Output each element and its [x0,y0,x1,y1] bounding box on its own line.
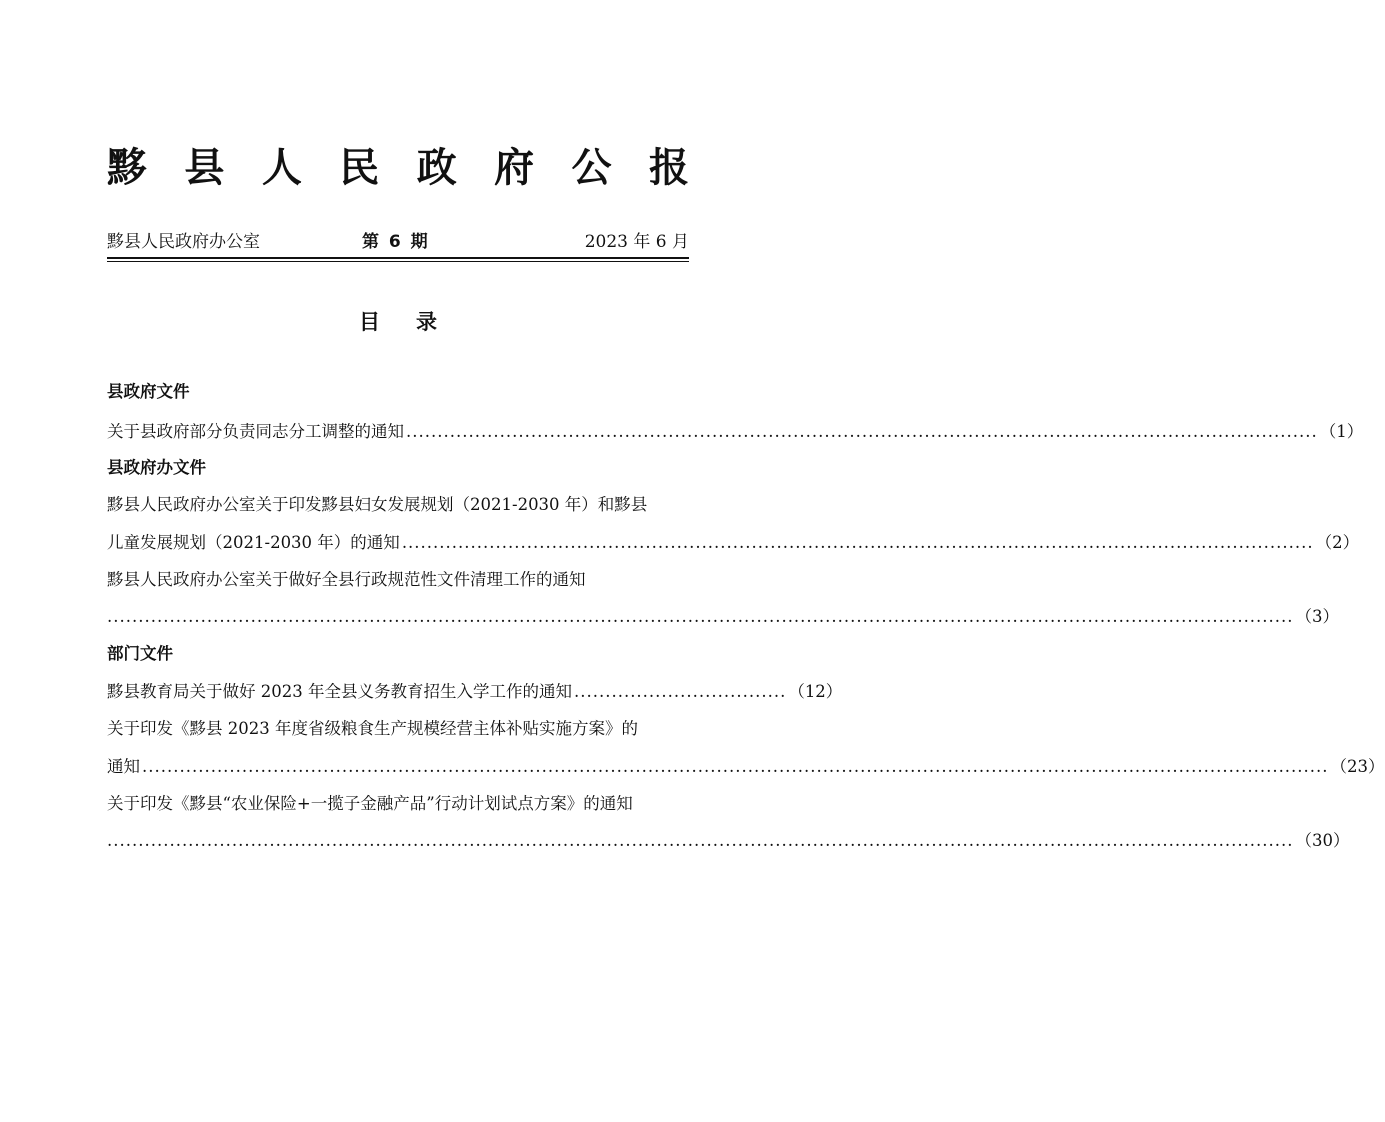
toc-entry-title-continued: 通知 [107,757,140,776]
toc-entry-line[interactable] [107,792,689,816]
toc-entry-title: 黟县人民政府办公室关于印发黟县妇女发展规划（2021-2030 年）和黟县 [107,495,648,514]
header-rule-thick [107,257,689,259]
toc-entry-page: （12） [788,682,843,701]
masthead-char: 报 [648,145,689,191]
masthead-char: 公 [571,145,612,191]
toc-entry-page: （30） [1295,831,1350,850]
toc-leader-dots: .............................................................................................................................................................................................. [107,831,1294,850]
toc-entry[interactable] [107,680,843,704]
toc-section-heading: 县政府办文件 [107,458,206,477]
toc-entry[interactable] [107,531,1360,555]
toc-leader-dots: .............................................................................................................................................................................................. [142,757,1329,776]
toc-entry-title: 关于县政府部分负责同志分工调整的通知 [107,422,404,441]
toc-entry[interactable] [107,755,1385,779]
toc-entry-title: 关于印发《黟县 2023 年度省级粮食生产规模经营主体补贴实施方案》的 [107,719,638,738]
toc-entry-page: （3） [1295,607,1340,626]
toc-leader-dots: .................................................................................................................................................. [401,533,1314,552]
toc-entry-title: 黟县教育局关于做好 2023 年全县义务教育招生入学工作的通知 [107,682,572,701]
toc-entry-title: 关于印发《黟县“农业保险+一揽子金融产品”行动计划试点方案》的通知 [107,794,633,813]
toc-entry-line[interactable] [107,493,689,517]
masthead-char: 府 [494,145,535,191]
toc-section-heading: 部门文件 [107,644,173,663]
toc-entry-line[interactable] [107,717,689,741]
toc-entry-title: 黟县人民政府办公室关于做好全县行政规范性文件清理工作的通知 [107,570,586,589]
toc-entry-page: （2） [1315,533,1360,552]
toc-leader-dots: .............................................................................................................................................................................................. [107,607,1294,626]
toc-leader-dots: .................................................................................................................................................. [406,422,1318,441]
toc-entry[interactable] [107,420,1364,444]
issue-info-line [107,229,689,255]
masthead-char: 人 [261,145,302,191]
issue-date: 2023 年 6 月 [584,232,689,252]
issue-number: 第 6 期 [362,232,430,252]
toc-section-heading: 县政府文件 [107,382,190,401]
toc-leader-dots: .................................. [573,682,787,701]
toc-entry-title-continued: 儿童发展规划（2021-2030 年）的通知 [107,533,400,552]
masthead-char: 县 [184,145,225,191]
masthead-char: 民 [339,145,380,191]
toc-entry-page: （23） [1330,757,1385,776]
masthead-char: 黟 [107,145,147,191]
toc-entry-page: （1） [1319,422,1364,441]
toc-entry[interactable] [107,605,1340,629]
toc-entry-line[interactable] [107,568,689,592]
toc-title: 目录 [359,310,473,334]
masthead-title [107,138,689,198]
publisher-name: 黟县人民政府办公室 [107,232,260,252]
toc-entry[interactable] [107,829,1350,853]
masthead-char: 政 [416,145,457,191]
header-rule-thin [107,261,689,262]
